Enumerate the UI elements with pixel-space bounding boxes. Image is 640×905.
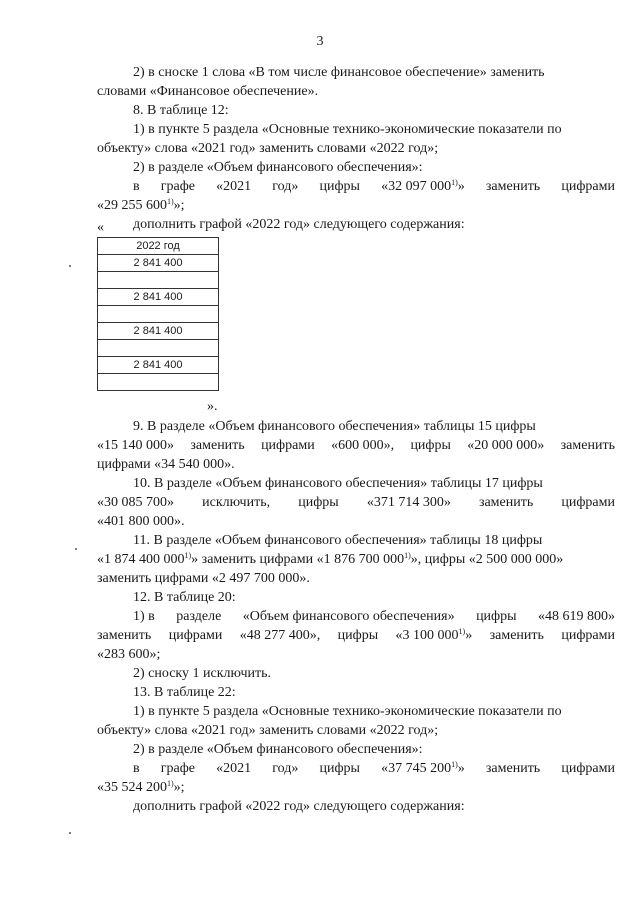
paragraph-line: дополнить графой «2022 год» следующего содержания: — [133, 799, 465, 814]
inserted-column-table — [97, 237, 219, 391]
table-cell — [98, 306, 219, 323]
paragraph-line: «283 600»; — [97, 647, 161, 662]
paragraph-line: 1) в пункте 5 раздела «Основные технико-экономические показатели по — [133, 122, 562, 137]
table-cell: 2 841 400 — [98, 323, 219, 340]
paragraph-line-justified: «15 140 000» заменить цифрами «600 000», цифры «20 000 000» заменить — [97, 438, 615, 453]
paragraph-line: дополнить графой «2022 год» следующего содержания: — [133, 217, 465, 232]
quote-close: ». — [207, 399, 218, 414]
paragraph-line: 2) в разделе «Объем финансового обеспечения»: — [133, 160, 423, 175]
paragraph-line: «1 874 400 000$^{1)}$» заменить цифрами «1 876 700 000$^{1)}$», цифры «2 500 000 000» — [97, 551, 564, 567]
word: год» — [272, 179, 299, 194]
word: в — [133, 179, 140, 194]
word: «2021 — [216, 179, 252, 194]
table-cell: 2 841 400 — [98, 289, 219, 306]
word: «32 097 000$^{1)}$» — [381, 178, 465, 194]
paragraph-line: 2) в сноске 1 слова «В том числе финансовое обеспечение» заменить — [133, 65, 545, 80]
scan-speck — [69, 832, 71, 834]
paragraph-line: «401 800 000». — [97, 514, 185, 529]
word: цифрами — [561, 179, 615, 194]
scan-speck — [69, 265, 71, 267]
paragraph-line: «35 524 200$^{1)}$»; — [97, 779, 185, 795]
paragraph-heading: 13. В таблице 22: — [133, 685, 236, 700]
word: графе — [160, 179, 195, 194]
paragraph-line: 2) сноску 1 исключить. — [133, 666, 271, 681]
table-header: 2022 год — [98, 238, 219, 255]
table-cell — [98, 374, 219, 391]
paragraph-line: словами «Финансовое обеспечение». — [97, 84, 319, 99]
quote-open: « — [97, 220, 104, 235]
paragraph-line: объекту» слова «2021 год» заменить словами «2022 год»; — [97, 723, 439, 738]
paragraph-line: 10. В разделе «Объем финансового обеспечения» таблицы 17 цифры — [133, 476, 543, 491]
scan-speck — [75, 548, 77, 550]
paragraph-line-justified — [133, 178, 615, 196]
paragraph-line: цифрами «34 540 000». — [97, 457, 235, 472]
paragraph-line: 11. В разделе «Объем финансового обеспечения» таблицы 18 цифры — [133, 533, 543, 548]
word: цифры — [319, 179, 360, 194]
paragraph-line: объекту» слова «2021 год» заменить словами «2022 год»; — [97, 141, 439, 156]
paragraph-line: 9. В разделе «Объем финансового обеспечения» таблицы 15 цифры — [133, 419, 536, 434]
table-cell — [98, 340, 219, 357]
paragraph-line-justified: «30 085 700» исключить, цифры «371 714 300» заменить цифрами — [97, 495, 615, 510]
paragraph-heading: 8. В таблице 12: — [133, 103, 229, 118]
paragraph-line: 2) в разделе «Объем финансового обеспечения»: — [133, 742, 423, 757]
paragraph-heading: 12. В таблице 20: — [133, 590, 236, 605]
paragraph-line: заменить цифрами «2 497 700 000». — [97, 571, 310, 586]
paragraph-line: «29 255 600$^{1)}$»; — [97, 197, 185, 213]
paragraph-line-justified: 1) в разделе «Объем финансового обеспечения» цифры «48 619 800» — [133, 609, 615, 624]
word: заменить — [485, 179, 541, 194]
table-cell — [98, 272, 219, 289]
paragraph-line: 1) в пункте 5 раздела «Основные технико-экономические показатели по — [133, 704, 562, 719]
paragraph-line-justified: в графе «2021 год» цифры «37 745 200$^{1)}$» заменить цифрами — [133, 760, 615, 776]
paragraph-line-justified: заменить цифрами «48 277 400», цифры «3 100 000$^{1)}$» заменить цифрами — [97, 627, 615, 643]
page-number: 3 — [316, 34, 324, 49]
table-cell: 2 841 400 — [98, 255, 219, 272]
table-cell: 2 841 400 — [98, 357, 219, 374]
